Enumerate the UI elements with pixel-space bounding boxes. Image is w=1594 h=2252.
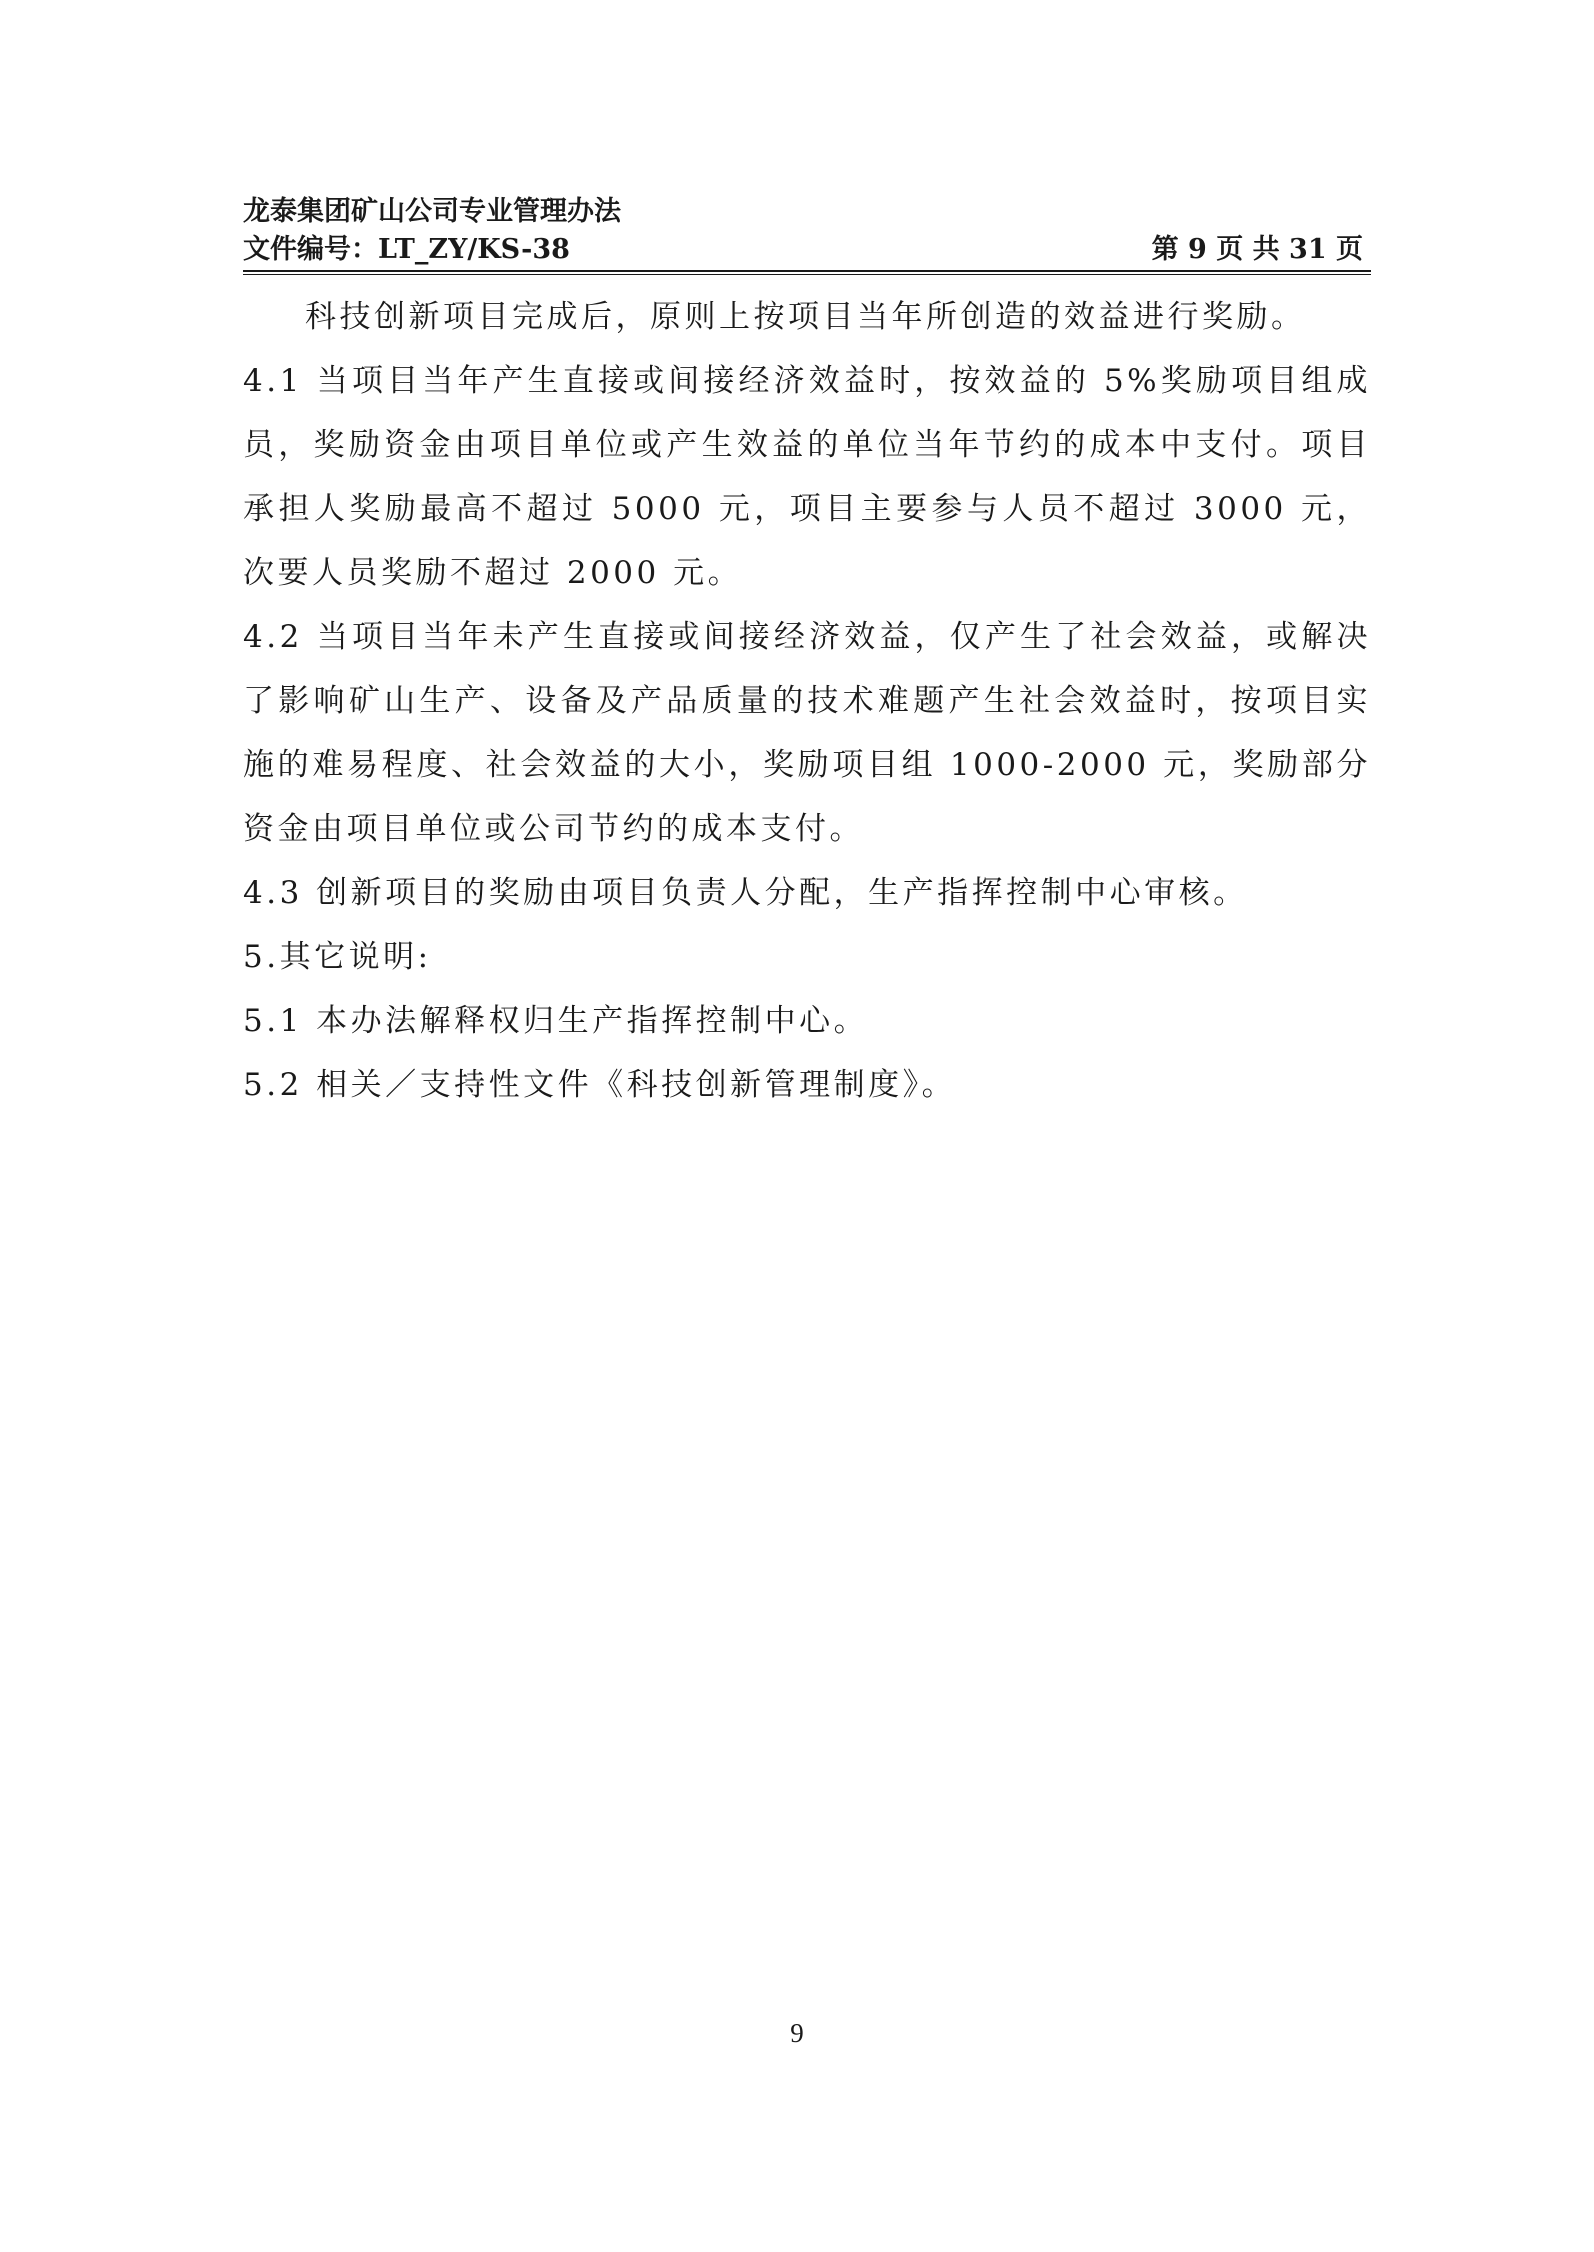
page-info: 第 9 页 共 31 页 (1151, 234, 1363, 265)
paragraph-intro: 科技创新项目完成后，原则上按项目当年所创造的效益进行奖励。 (305, 299, 1306, 335)
header-info-row (243, 231, 1363, 269)
paragraph-5-2: 5.2 相关／支持性文件《科技创新管理制度》。 (243, 1067, 957, 1103)
header-divider (243, 270, 1371, 272)
section-5-heading: 5.其它说明: (243, 939, 432, 975)
document-title: 龙泰集团矿山公司专业管理办法 (243, 196, 621, 227)
header-divider-thin (243, 274, 1371, 275)
paragraph-4-1: 4.1 当项目当年产生直接或间接经济效益时，按效益的 5%奖励项目组成员，奖励资金由项目单位或产生效益的单位当年节约的成本中支付。项目承担人奖励最高不超过 5000 元，项目主要参与人员不超过 3000 元，次要人员奖励不超过 2000 元。 (243, 363, 1371, 591)
paragraph-5-1: 5.1 本办法解释权归生产指挥控制中心。 (243, 1003, 869, 1039)
page-number: 9 (790, 2018, 804, 2048)
page-header (243, 193, 1363, 269)
document-number: 文件编号：LT_ZY/KS-38 (243, 234, 570, 265)
paragraph-4-2: 4.2 当项目当年未产生直接或间接经济效益，仅产生了社会效益，或解决了影响矿山生产、设备及产品质量的技术难题产生社会效益时，按项目实施的难易程度、社会效益的大小，奖励项目组 1000-2000 元，奖励部分资金由项目单位或公司节约的成本支付。 (243, 619, 1371, 847)
paragraph-4-3: 4.3 创新项目的奖励由项目负责人分配，生产指挥控制中心审核。 (243, 875, 1248, 911)
document-body (243, 285, 1371, 1117)
